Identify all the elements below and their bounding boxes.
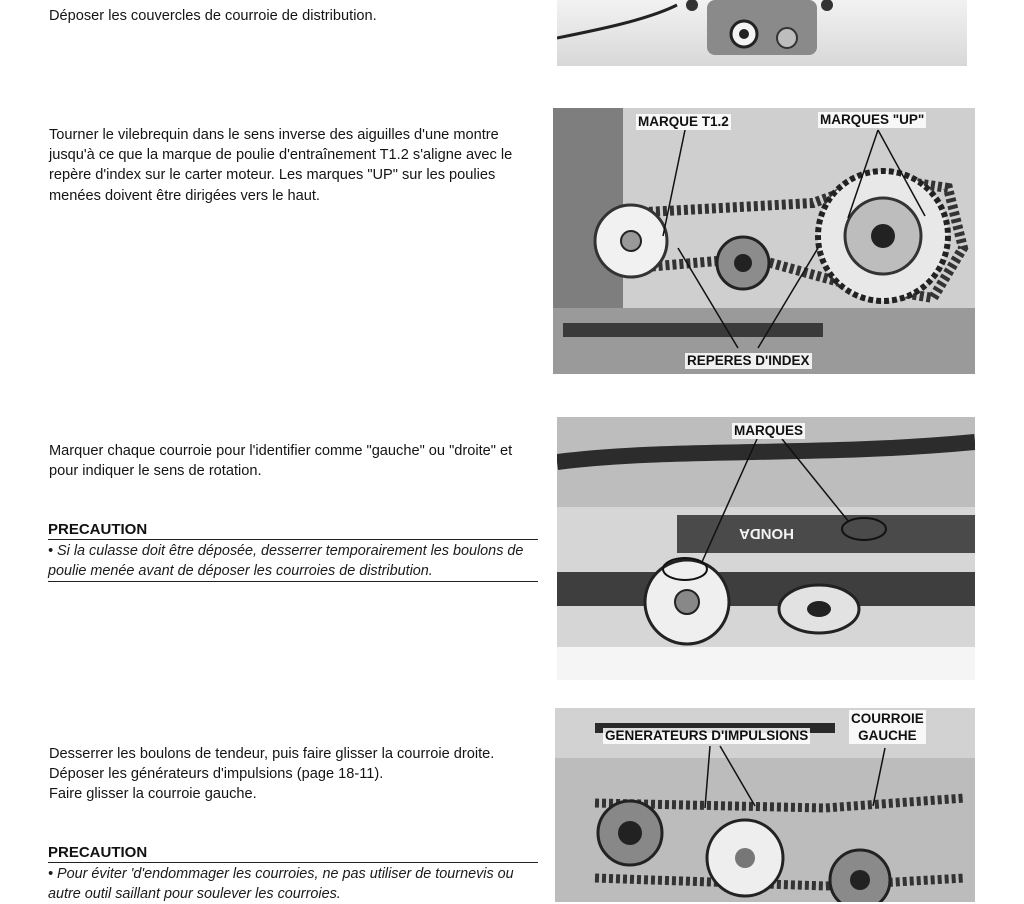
engine-photo-covers xyxy=(557,0,967,66)
precaution-text: • Si la culasse doit être déposée, desserrer temporairement les boulons de poulie menée avant de déposer les courroies de distribution. xyxy=(48,539,538,582)
precaution-block-1 xyxy=(48,520,538,582)
belt-illustration xyxy=(557,417,975,680)
step-4-text: Desserrer les boulons de tendeur, puis faire glisser la courroie droite. Déposer les générateurs d'impulsions (page 18-11). Faire glisser la courroie gauche. xyxy=(49,746,495,802)
honda-logo-text: HONDA xyxy=(739,525,794,542)
precaution-title: PRECAUTION xyxy=(48,521,148,538)
label-left-belt: COURROIE GAUCHE xyxy=(851,711,924,743)
engine-photo-timing-marks xyxy=(553,108,975,374)
engine-photo-belt-marks xyxy=(557,417,975,680)
step-1-text: Déposer les couvercles de courroie de distribution. xyxy=(49,8,377,24)
label-index-marks: REPERES D'INDEX xyxy=(687,353,810,368)
label-marks: MARQUES xyxy=(734,423,804,438)
precaution-block-2 xyxy=(48,843,538,904)
step-3-text: Marquer chaque courroie pour l'identifier comme "gauche" ou "droite" et pour indiquer le sens de rotation. xyxy=(49,443,513,479)
pulley-illustration xyxy=(553,108,975,374)
precaution-text: • Pour éviter 'd'endommager les courroies, ne pas utiliser de tournevis ou autre outil saillant pour soulever les courroies. xyxy=(48,862,538,904)
label-mark-t12: MARQUE T1.2 xyxy=(638,114,729,129)
step-2-text: Tourner le vilebrequin dans le sens inverse des aiguilles d'une montre jusqu'à ce que la marque de poulie d'entraînement T1.2 s'aligne avec le repère d'index sur le carter moteur. Les marques "UP" sur les poulies menées doivent être dirigées vers le haut. xyxy=(49,127,513,204)
engine-photo-pulse-generators xyxy=(555,708,975,902)
precaution-title: PRECAUTION xyxy=(48,844,148,861)
engine-illustration xyxy=(557,0,967,66)
label-pulse-generators: GENERATEURS D'IMPULSIONS xyxy=(605,728,809,743)
label-marks-up: MARQUES "UP" xyxy=(820,112,925,127)
